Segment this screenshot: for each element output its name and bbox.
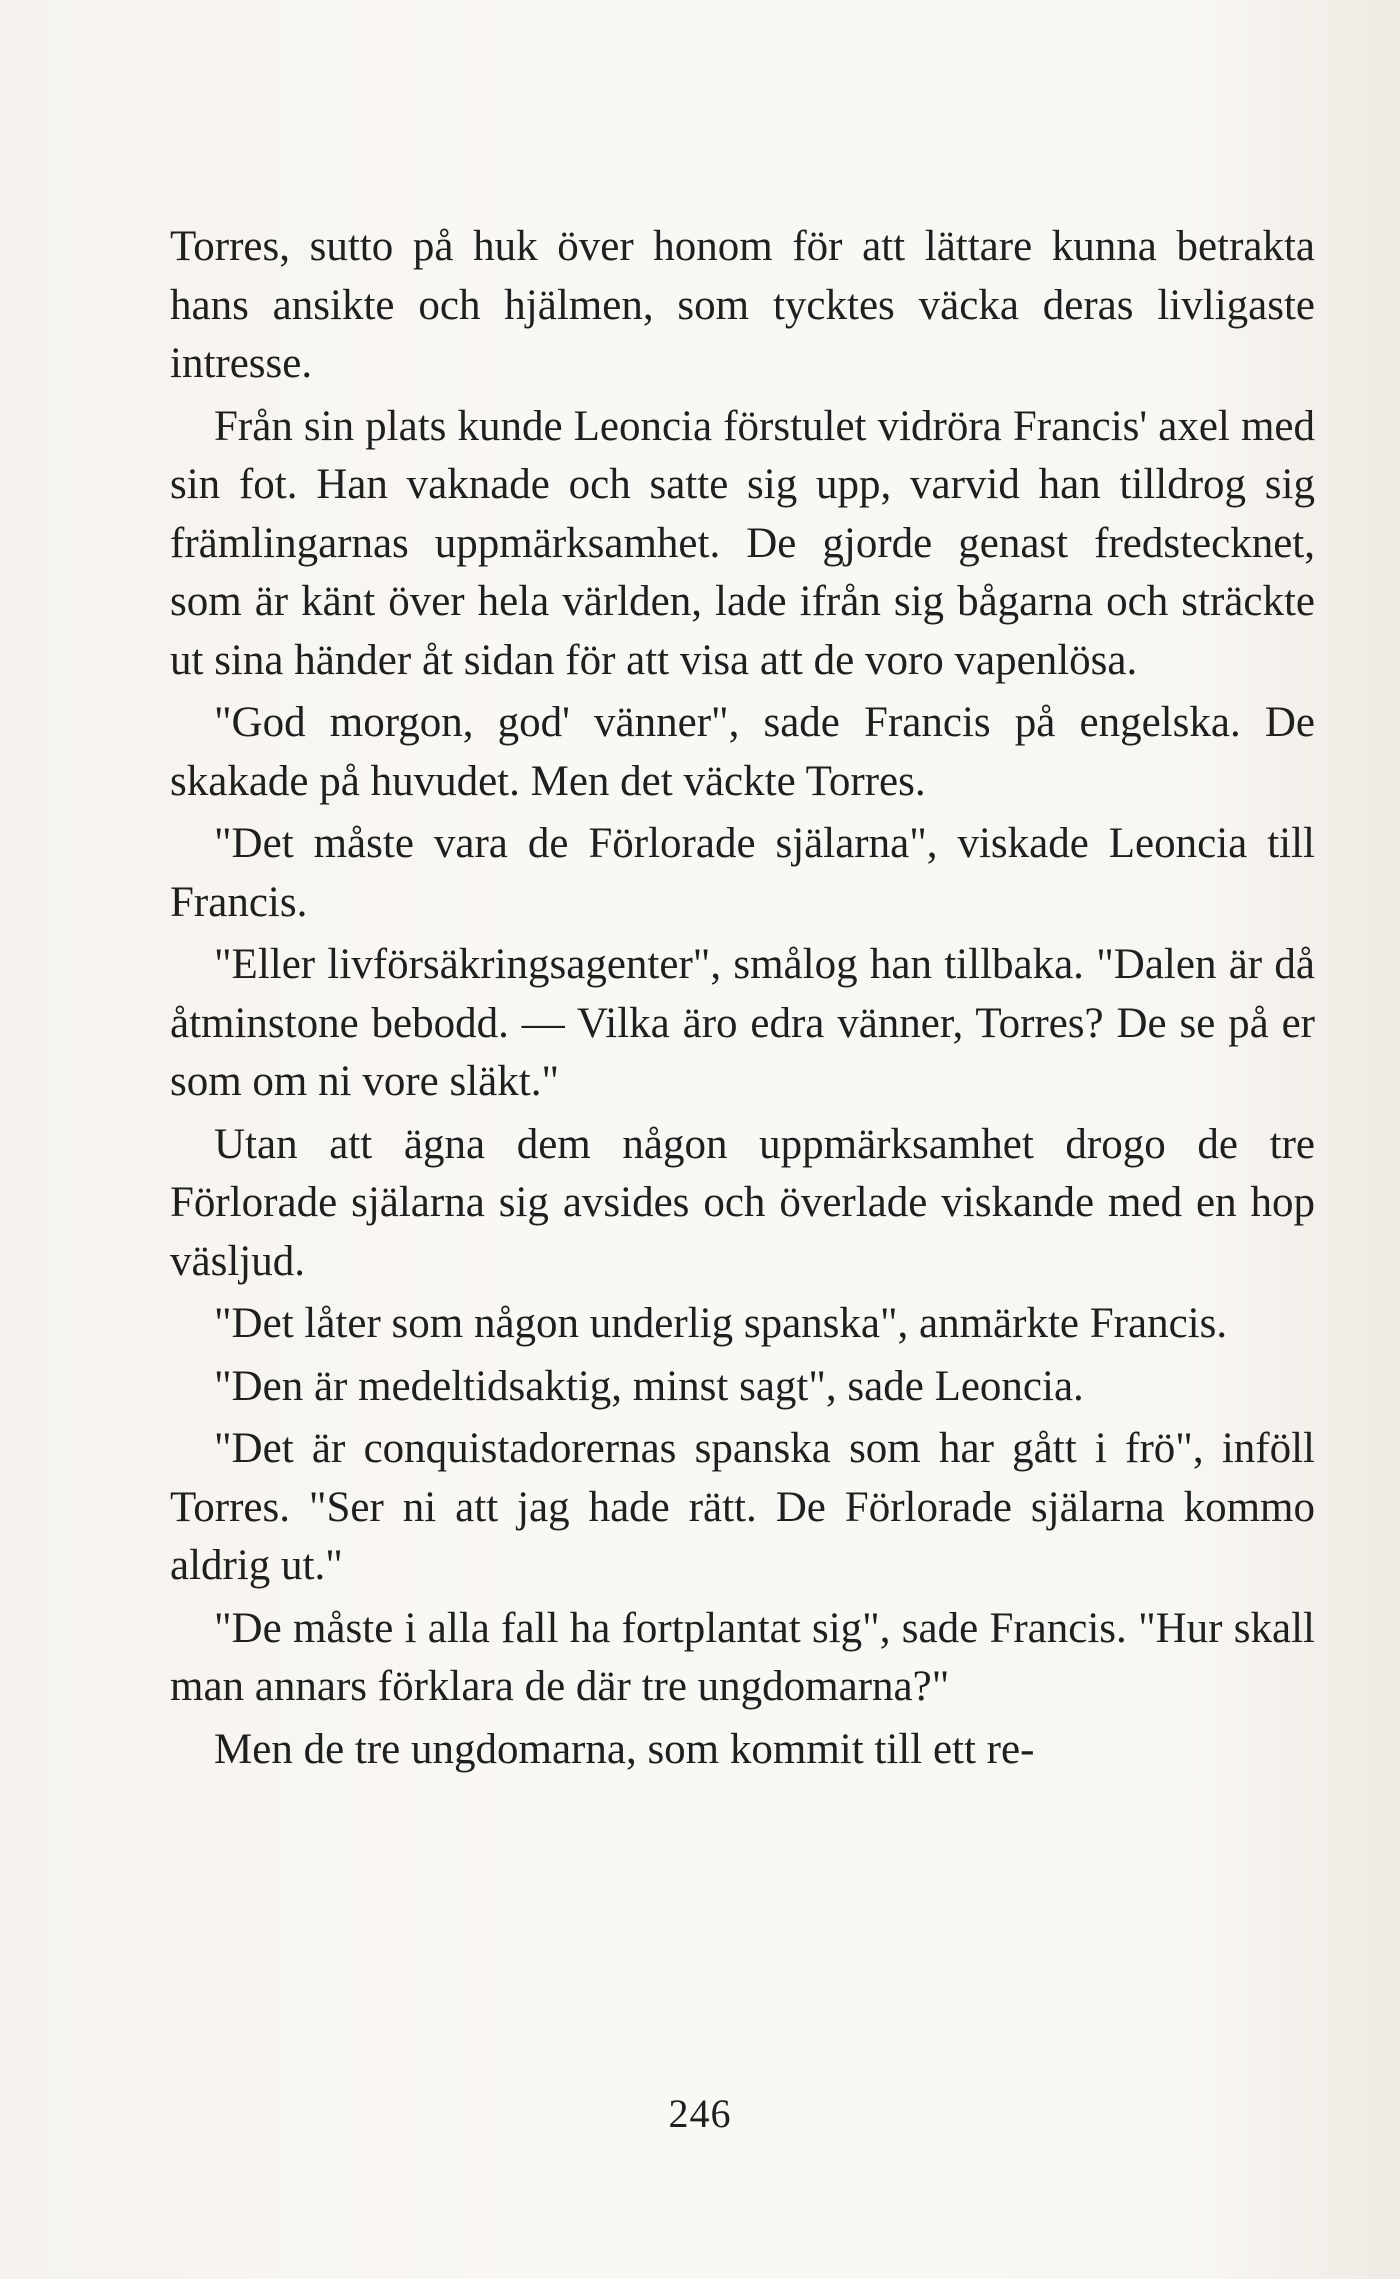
- paragraph-2: Från sin plats kunde Leoncia förstulet vidröra Francis' axel med sin fot. Han vaknade och satte sig upp, varvid han tilldrog sig främlingarnas uppmärksamhet. De gjorde genast fredstecknet, som är känt över hela världen, lade ifrån sig bågarna och sträckte ut sina händer åt sidan för att visa att de voro vapenlösa.: [170, 402, 1315, 684]
- paragraph-5: "Eller livförsäkringsagenter", smålog han tillbaka. "Dalen är då åtminstone bebodd. — Vilka äro edra vänner, Torres? De se på er som om ni vore släkt.": [170, 941, 1315, 1105]
- paragraph-7: "Det låter som någon underlig spanska", anmärkte Francis.: [214, 1300, 1228, 1347]
- body-text: [170, 218, 1315, 1779]
- paragraph-3: "God morgon, god' vänner", sade Francis på engelska. De skakade på huvudet. Men det väckte Torres.: [170, 699, 1315, 805]
- paragraph-9: "Det är conquistadorernas spanska som har gått i frö", inföll Torres. "Ser ni att jag hade rätt. De Förlorade själarna kommo aldrig ut.": [170, 1425, 1315, 1589]
- paragraph-10: "De måste i alla fall ha fortplantat sig", sade Francis. "Hur skall man annars förklara de där tre ungdomarna?": [170, 1604, 1315, 1710]
- paragraph-4: "Det måste vara de Förlorade själarna", viskade Leoncia till Francis.: [170, 820, 1315, 926]
- paragraph-1: Torres, sutto på huk över honom för att lättare kunna betrakta hans ansikte och hjälmen, som tycktes väcka deras livligaste intresse.: [170, 223, 1315, 387]
- paragraph-11: Men de tre ungdomarna, som kommit till ett re-: [214, 1725, 1035, 1773]
- paragraph-8: "Den är medeltidsaktig, minst sagt", sade Leoncia.: [214, 1362, 1084, 1410]
- paragraph-6: Utan att ägna dem någon uppmärksamhet drogo de tre Förlorade själarna sig avsides och överlade viskande med en hop väsljud.: [170, 1120, 1315, 1285]
- page-number: 246: [668, 2091, 732, 2136]
